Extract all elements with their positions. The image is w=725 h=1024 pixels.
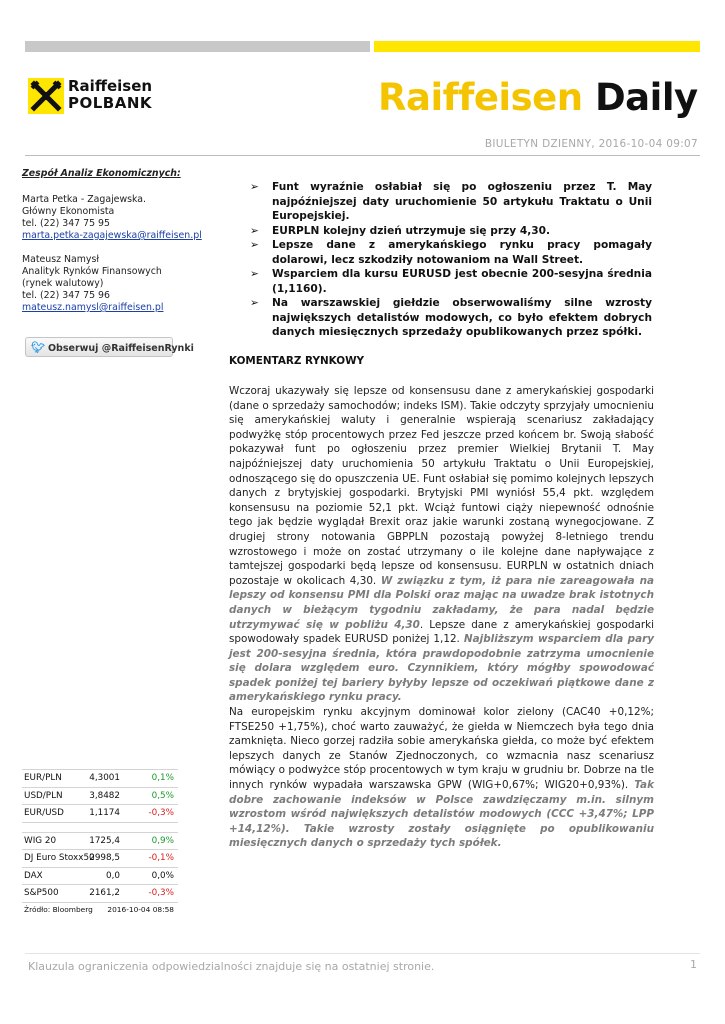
key-point: ➢ Funt wyraźnie osłabiał się po ogłoszeniu przez T. May najpóźniejszej daty uruchomienie 50 artykułu Traktatu o Unii Europejskiej. xyxy=(250,181,652,222)
quote-row: USD/PLN 3,8482 0,5% xyxy=(22,788,178,806)
analyst2-email-link[interactable]: mateusz.namysl@raiffeisen.pl xyxy=(22,302,164,313)
market-quotes-table xyxy=(22,769,178,917)
quote-row: DAX 0,0 0,0% xyxy=(22,868,178,886)
quote-row: WIG 20 1725,4 0,9% xyxy=(22,833,178,851)
key-point: ➢ Wsparciem dla kursu EURUSD jest obecnie 200-sesyjna średnia (1,1160). xyxy=(250,268,652,295)
section-heading: KOMENTARZ RYNKOWY xyxy=(229,355,365,367)
logo-line2: POLBANK xyxy=(68,94,153,112)
twitter-bird-icon: 🐦︎ xyxy=(31,341,45,354)
key-point: ➢ EURPLN kolejny dzień utrzymuje się przy 4,30. xyxy=(250,224,551,237)
analyst2-name: Mateusz Namysł xyxy=(22,254,99,265)
arrow-bullet-icon: ➢ xyxy=(250,181,259,193)
title-daily: Daily xyxy=(594,76,698,119)
analyst2-role: Analityk Rynków Finansowych xyxy=(22,266,162,277)
bulletin-date: BIULETYN DZIENNY, 2016-10-04 09:07 xyxy=(484,138,698,150)
arrow-bullet-icon: ➢ xyxy=(250,239,259,251)
twitter-follow-label: Obserwuj @RaiffeisenRynki xyxy=(47,343,194,354)
footer-divider xyxy=(25,953,700,954)
key-point: ➢ Na warszawskiej giełdzie obserwowaliśmy silne wzrosty największych detalistów modowych, co było efektem dobrych danych miesięcznych sprzedaży opublikowanych przez spółki. xyxy=(250,297,652,338)
analyst1-email-link[interactable]: marta.petka-zagajewska@raiffeisen.pl xyxy=(22,230,202,241)
key-point: ➢ Lepsze dane z amerykańskiego rynku pracy pomagały dolarowi, lecz szkodziły notowaniom na Wall Street. xyxy=(250,239,652,266)
table-separator xyxy=(22,823,178,833)
quote-row: S&P500 2161,2 -0,3% xyxy=(22,885,178,903)
key-points-list xyxy=(250,180,652,340)
header-bar-grey xyxy=(25,41,370,52)
arrow-bullet-icon: ➢ xyxy=(250,224,259,237)
analyst1-name: Marta Petka - Zagajewska. xyxy=(22,194,146,205)
analyst-sidebar xyxy=(22,168,212,314)
quote-row: EUR/USD 1,1174 -0,3% xyxy=(22,805,178,823)
analyst2-role-detail: (rynek walutowy) xyxy=(22,278,104,289)
team-heading: Zespół Analiz Ekonomicznych: xyxy=(22,168,181,179)
bank-logo xyxy=(28,78,163,118)
twitter-follow-button[interactable] xyxy=(25,337,194,357)
market-commentary xyxy=(229,384,654,851)
logo-line1: Raiffeisen xyxy=(68,77,153,95)
header-bar-yellow xyxy=(374,41,700,52)
arrow-bullet-icon: ➢ xyxy=(250,297,259,309)
quotes-source: Źródło: Bloomberg 2016-10-04 08:58 xyxy=(24,904,174,914)
publication-title xyxy=(378,74,698,122)
header-divider xyxy=(25,155,700,156)
commentary-paragraph-1: Wczoraj ukazywały się lepsze od konsensusu dane z amerykańskiej gospodarki (dane o sprzedaży samochodów; indeks ISM). Takie odczyty sprzyjały umocnieniu się amerykańskiej waluty i generalnie wspierają scenariusz zakładający podwyżkę stóp procentowych przez Fed jeszcze przed końcem br. Swoją słabość pokazywał funt po ogłoszeniu przez premier Wielkiej Brytanii T. May najpóźniejszej daty uruchomienia 50 artykułu Traktatu o Unii Europejskiej, odnoszącego się do opuszczenia UE. Funt osłabiał się pomimo kolejnych lepszych danych z brytyjskiej gospodarki. Brytyjski PMI wyniósł 55,4 pkt. względem konsensusu na poziomie 52,1 pkt. Wciąż funtowi ciąży niepewność odnośnie tego jak będzie wyglądał Brexit oraz jakie warunki zostaną wynegocjowane. Z drugiej strony notowania GBPPLN pozostają powyżej 8-letniego trendu wzrostowego i może on zostać utrzymany o ile kolejne dane napływające z tamtejszej gospodarki będą lepsze od konsensusu. EURPLN w ostatnich dniach pozostaje w okolicach 4,30. W związku z tym, iż para nie zareagowała na lepszy od konsensu PMI dla Polski oraz mając na uwadze brak istotnych danych w bieżącym tygodniu zakładamy, że para nadal będzie utrzymywać się w pobliżu 4,30. Lepsze dane z amerykańskiej gospodarki spowodowały spadek EURUSD poniżej 1,12. Najbliższym wsparciem dla pary jest 200-sesyjna średnia, która prawdopodobnie zatrzyma umocnienie się dolara względem euro. Czynnikiem, który mógłby spowodować spadek poniżej tej bariery byłyby lepsze od oczekiwań piątkowe dane z amerykańskiego rynku pracy. xyxy=(229,385,655,704)
arrow-bullet-icon: ➢ xyxy=(250,268,259,280)
analyst1-phone: tel. (22) 347 75 95 xyxy=(22,218,110,229)
commentary-paragraph-2: Na europejskim rynku akcyjnym dominował kolor zielony (CAC40 +0,12%; FTSE250 +1,75%), choć warto zauważyć, że giełda w Niemczech była tego dnia zamknięta. Nieco gorzej radziła sobie amerykańska giełda, co może być efektem lepszych danych ze Stanów Zjednoczonych, co wzmacnia nasz scenariusz mówiący o podwyżce stóp procentowych w tym kraju w grudniu br. Dobrze na tle innych rynków wypadała warszawska GPW (WIG+0,67%; WIG20+0,93%). Tak dobre zachowanie indeksów w Polsce zawdzięczamy m.in. silnym wzrostom wśród największych detalistów modowych (CCC +3,47%; LPP +14,12%). Takie wzrosty zostały osiągnięte po opublikowaniu miesięcznych danych o sprzedaży tych spółek. xyxy=(229,706,654,850)
title-raiffeisen: Raiffeisen xyxy=(378,76,583,119)
analyst2-phone: tel. (22) 347 75 96 xyxy=(22,290,110,301)
quote-row: EUR/PLN 4,3001 0,1% xyxy=(22,769,178,788)
disclaimer-note: Klauzula ograniczenia odpowiedzialności znajduje się na ostatniej stronie. xyxy=(28,960,435,973)
quote-row: DJ Euro Stoxx50 2998,5 -0,1% xyxy=(22,850,178,868)
analyst1-role: Główny Ekonomista xyxy=(22,206,115,217)
page-number: 1 xyxy=(690,958,697,971)
raiffeisen-gable-cross-icon xyxy=(28,78,64,114)
